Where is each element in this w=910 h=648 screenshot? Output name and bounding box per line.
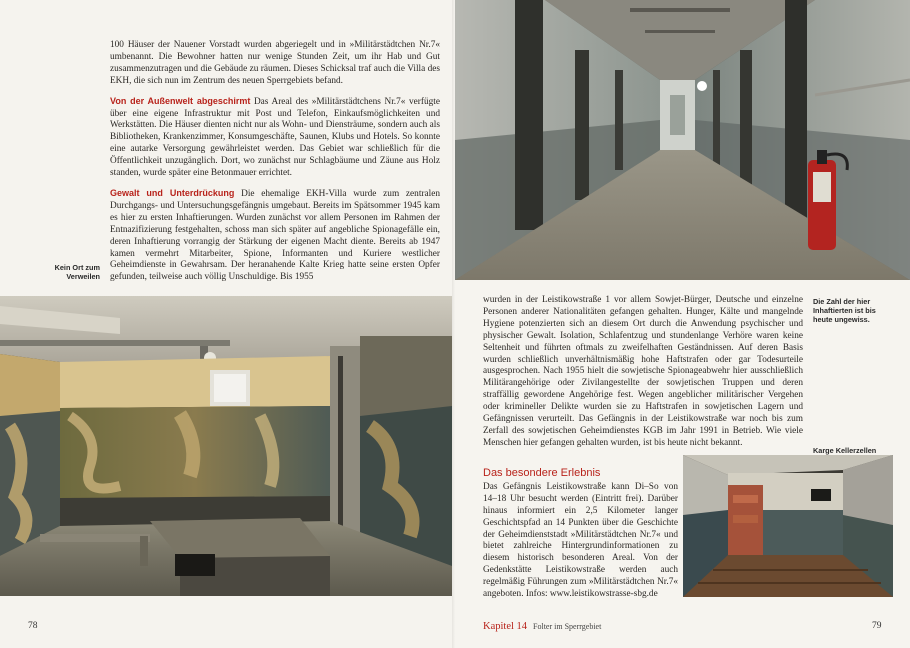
running-footer	[483, 621, 601, 632]
right-page	[455, 0, 910, 648]
cell-caption: Karge Kellerzellen	[813, 446, 877, 455]
info-box-body: Das Gefängnis Leistikowstraße kann Di–So von 14–18 Uhr besucht werden (Eintritt frei). Darüber hinaus informiert ein 2,5 Kilometer langer Geschichtspfad an 14 Punkten über die Geschichte der Geheimdienststadt »Militärstädtchen Nr.7« und bietet zahlreiche Hintergrundinformationen zu diesem historisch besonderen Areal. Von der Gedenkstätte Leistikowstraße werden auch regelmäßig Führungen zum »Militärstädtchen Nr.7« angeboten. Infos: www.leistikowstrasse-sbg.de	[483, 481, 678, 600]
info-box-title: Das besondere Erlebnis	[483, 467, 601, 479]
continued-paragraph: wurden in der Leistikowstraße 1 vor allem Sowjet-Bürger, Deutsche und einzelne Personen anderer Nationalitäten gefangen gehalten. Hunger, Kälte und mangelnde Hygiene potenzierten sich an diesem Ort durch die Anwendung psychischer und physischer Gewalt. Isolation, Schlafentzug und stundenlange Verhöre waren keine Seltenheit und führten oftmals zu zweifelhaften Geständnissen. Auf deren Basis wurden schließlich unverhältnismäßig hohe Haftstrafen oder gar Todesurteile ausgesprochen. Nach 1955 hielt die sowjetische Spionageabwehr hier ausschließlich Militärangehörige oder Zivilangestellte der sowjetischen Truppen und deren straffällig gewordene Angehörige fest. Wegen angeblicher militärischer Vergehen oder krimineller Delikte wurden sie zu Haftstrafen in sowjetischen Lagern und Gefängnissen verurteilt. Das Gefängnis in der Leistikowstraße war noch bis zum Zerfall des sowjetischen Geheimdienstes KGB im Jahr 1991 in Betrieb. Wie viele Menschen hier gefangen gehalten wurden, ist bis heute nicht bekannt.	[483, 295, 803, 448]
intro-paragraph: 100 Häuser der Nauener Vorstadt wurden abgeriegelt und in »Militärstädtchen Nr.7« umbenannt. Die Bewohner hatten nur wenige Stunden Zeit, um ihr Hab und Gut zusammenzutragen und die Gebäude zu räumen. Dieses Schicksal traf auch die Villa des EKH, die sich nun im Zentrum des neuen Sperrgebiets befand.	[110, 40, 440, 86]
section-violence-body: Die ehemalige EKH-Villa wurde zum zentralen Durchgangs- und Untersuchungsgefängnis umgebaut. Bereits im Spätsommer 1945 kam es hier zu ersten Inhaftierungen. Wurden zunächst vor allem Personen im Rahmen der Entnazifizierung festgehalten, schoss man sich später auf angebliche Spionagefälle ein, deren Inhaftierung vorrangig der Stärkung der eigenen Macht diente. Bereits ab 1947 kamen vermehrt Mitarbeiter, Spione, Informanten und Kuriere westlicher Geheimdienste in Gewahrsam. Der heranahende Kalte Krieg hatte seine ersten Opfer gefunden, teilweise auch völlig Unschuldige. Bis 1955	[110, 188, 440, 283]
right-text-column	[483, 295, 803, 450]
section-isolation-paragraph	[110, 96, 440, 180]
corridor-caption: Die Zahl der hier Inhaftierten ist bis heute ungewiss.	[813, 297, 876, 325]
page-number-left: 78	[28, 621, 38, 631]
basement-cell-photo	[683, 455, 893, 597]
prison-corridor-photo	[455, 0, 910, 280]
page-number-right: 79	[872, 621, 882, 631]
info-box	[483, 468, 678, 601]
section-violence-heading: Gewalt und Unterdrückung	[110, 187, 235, 198]
left-text-column	[110, 40, 440, 284]
running-subtitle: Folter im Sperrgebiet	[533, 622, 602, 631]
section-isolation-heading: Von der Außenwelt abgeschirmt	[110, 95, 251, 106]
running-chapter: Kapitel 14	[483, 621, 528, 632]
section-violence-paragraph	[110, 188, 440, 284]
basement-washroom-photo	[0, 296, 452, 596]
section-isolation-body: Das Areal des »Militärstädtchens Nr.7« verfügte über eine eigene Infrastruktur mit Post und Telefon, Einkaufsmöglichkeiten und Werkstätten. Die Häuser dienten nicht nur als Wohn- und Diensträume, sondern auch als Bibliotheken, Krankenzimmer, Konsumgeschäfte, Saunen, Klubs und Hotels. So konnte eine autarke Versorgung gewährleistet werden. Das Gebiet war schließlich für die Öffentlichkeit unzugänglich. Dort, wo zunächst nur Schlagbäume und Zäune aus Holz standen, wurde später eine Betonmauer errichtet.	[110, 96, 440, 179]
photo-caption-left: Kein Ort zum Verweilen	[54, 263, 100, 282]
